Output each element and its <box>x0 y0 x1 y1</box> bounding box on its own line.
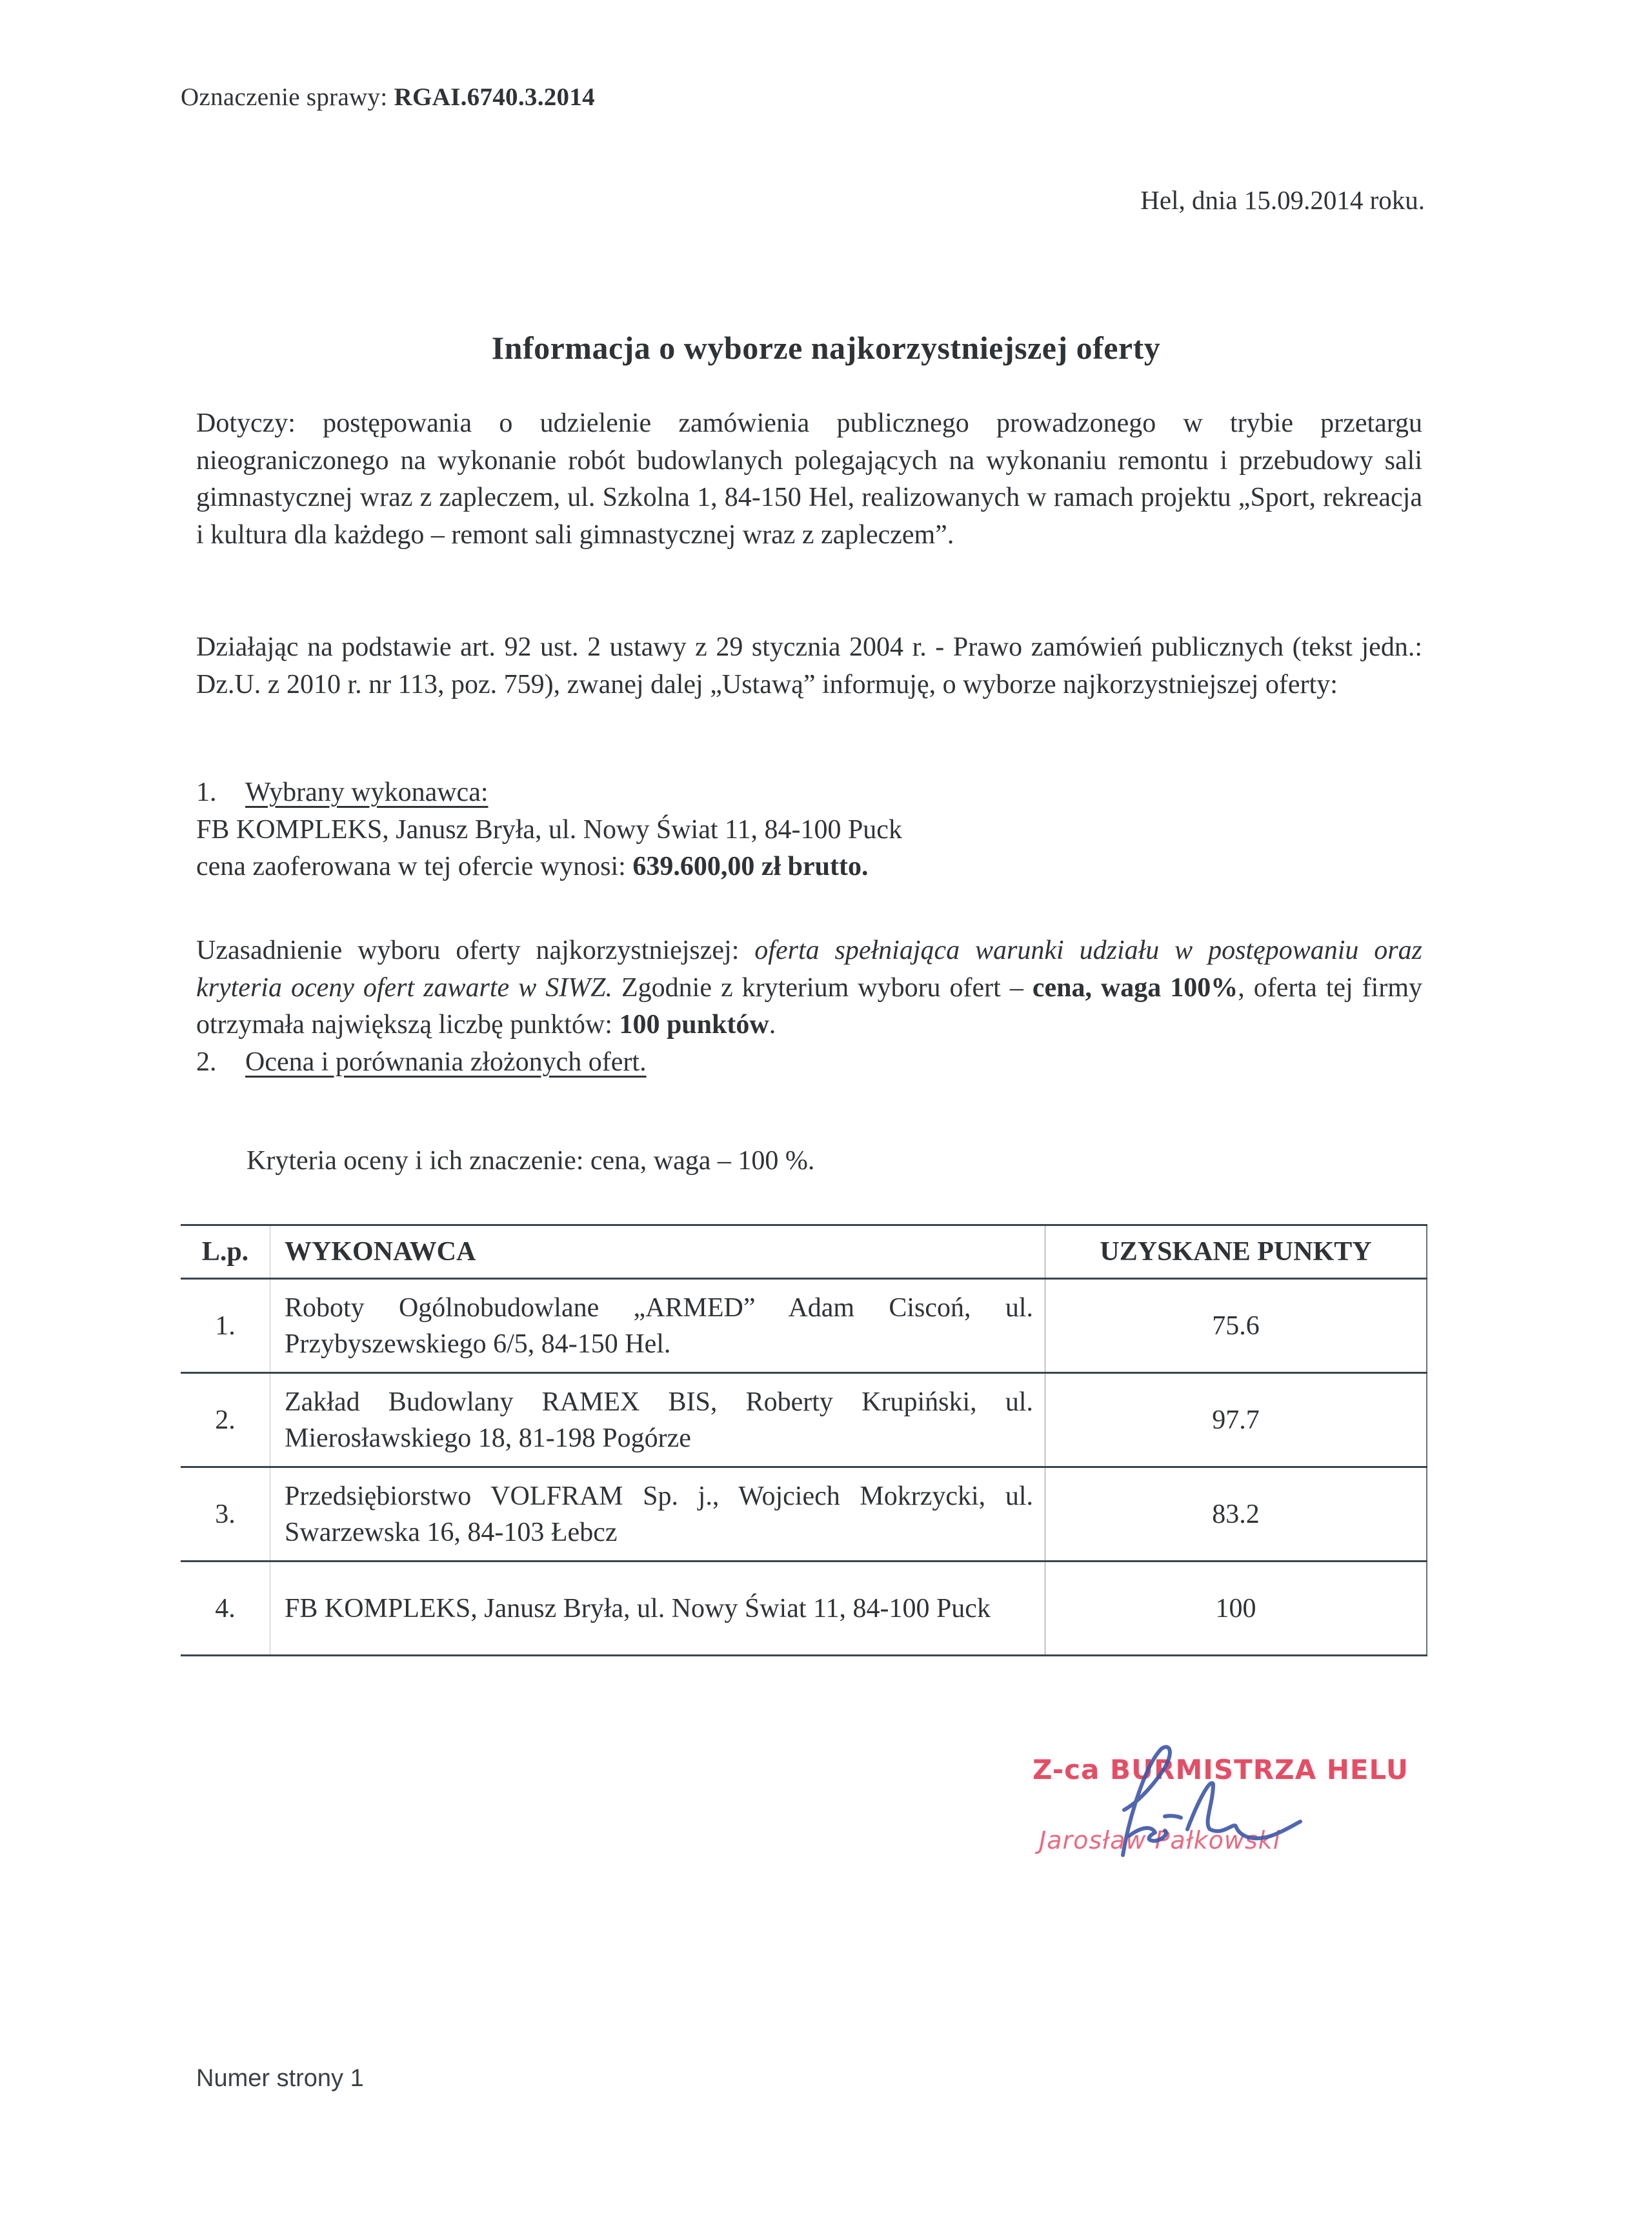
offered-price-line <box>196 849 1422 886</box>
subject-paragraph: Dotyczy: postępowania o udzielenie zamówienia publicznego prowadzonego w trybie przetargu nieograniczonego na wykonanie robót budowlanych polegających na wykonaniu remontu i przebudowy sali gimnastycznej wraz z zapleczem, ul. Szkolna 1, 84-150 Hel, realizowanych w ramach projektu „Sport, rekreacja i kultura dla każdego – remont sali gimnastycznej wraz z zapleczem”. <box>196 408 1422 550</box>
justification-italic: oferta spełniająca warunki udziału w postępowaniu oraz kryteria oceny ofert zawarte w SIWZ. <box>196 936 1422 1003</box>
section-1-heading <box>196 774 1422 812</box>
signature-stroke <box>1129 1828 1166 1841</box>
section-2-heading <box>196 1044 1422 1081</box>
justification-label: Uzasadnienie wyboru oferty najkorzystniejszej: <box>196 936 740 965</box>
offers-table <box>181 1224 1427 1656</box>
row-points: 100 <box>1045 1562 1427 1656</box>
table-row <box>181 1562 1427 1656</box>
header-points: UZYSKANE PUNKTY <box>1045 1225 1427 1279</box>
row-lp: 4. <box>181 1562 270 1656</box>
row-lp: 2. <box>181 1373 270 1467</box>
justification-middle: , oferta tej firmy otrzymała największą liczbę punktów: <box>196 972 1422 1040</box>
justification-criterion-intro: Zgodnie z kryterium wyboru ofert – <box>621 972 1023 1003</box>
selected-contractor-section <box>196 774 1422 886</box>
price-label: cena zaoferowana w tej ofercie wynosi: <box>196 852 626 881</box>
row-contractor: FB KOMPLEKS, Janusz Bryła, ul. Nowy Świat 11, 84-100 Puck <box>270 1562 1045 1656</box>
case-number: RGAI.6740.3.2014 <box>394 83 595 111</box>
page-number: Numer strony 1 <box>196 2065 364 2092</box>
handwritten-signature-icon <box>1084 1739 1316 1862</box>
official-stamp-name: Jarosław Pałkowski <box>1039 1826 1281 1854</box>
evaluation-criteria: Kryteria oceny i ich znaczenie: cena, waga – 100 %. <box>247 1146 815 1176</box>
legal-basis-paragraph: Działając na podstawie art. 92 ust. 2 ustawy z 29 stycznia 2004 r. - Prawo zamówień publicznych (tekst jedn.: Dz.U. z 2010 r. nr 113, poz. 759), zwanej dalej „Ustawą” informuję, o wyborze najkorzystniejszej oferty: <box>196 632 1422 699</box>
header-lp: L.p. <box>181 1225 270 1279</box>
row-contractor: Zakład Budowlany RAMEX BIS, Roberty Krupiński, ul. Mierosławskiego 18, 81-198 Pogórze <box>270 1373 1045 1467</box>
justification-section <box>196 932 1422 1081</box>
table-header-row <box>181 1225 1427 1279</box>
table-row <box>181 1467 1427 1562</box>
section-1-number: 1. <box>196 778 217 807</box>
signature-stroke <box>1187 1783 1300 1838</box>
row-contractor: Przedsiębiorstwo VOLFRAM Sp. j., Wojciech Mokrzycki, ul. Swarzewska 16, 84-103 Łebcz <box>270 1467 1045 1562</box>
case-reference <box>181 83 595 112</box>
section-2-number: 2. <box>196 1047 217 1077</box>
header-contractor: WYKONAWCA <box>270 1225 1045 1279</box>
row-points: 97.7 <box>1045 1373 1427 1467</box>
row-points: 83.2 <box>1045 1467 1427 1562</box>
justification-end: . <box>769 1010 776 1040</box>
official-stamp-title: Z-ca BURMISTRZA HELU <box>1032 1754 1409 1785</box>
row-lp: 1. <box>181 1279 270 1373</box>
case-reference-label: Oznaczenie sprawy: <box>181 83 388 111</box>
row-lp: 3. <box>181 1467 270 1562</box>
place-and-date: Hel, dnia 15.09.2014 roku. <box>1140 185 1425 215</box>
justification-text <box>196 932 1422 1044</box>
selected-contractor: FB KOMPLEKS, Janusz Bryła, ul. Nowy Świat 11, 84-100 Puck <box>196 814 902 845</box>
table-row <box>181 1279 1427 1373</box>
section-2-title: Ocena i porównania złożonych ofert. <box>245 1047 647 1077</box>
justification-criterion: cena, waga 100% <box>1032 972 1238 1003</box>
table-row <box>181 1373 1427 1467</box>
justification-points: 100 punktów <box>619 1010 769 1040</box>
row-contractor: Roboty Ogólnobudowlane „ARMED” Adam Ciscoń, ul. Przybyszewskiego 6/5, 84-150 Hel. <box>270 1279 1045 1373</box>
signature-stroke <box>1165 1816 1181 1818</box>
section-1-title: Wybrany wykonawca: <box>245 778 489 807</box>
price-value: 639.600,00 zł brutto. <box>632 852 869 881</box>
row-points: 75.6 <box>1045 1279 1427 1373</box>
document-title: Informacja o wyborze najkorzystniejszej oferty <box>491 330 1161 366</box>
